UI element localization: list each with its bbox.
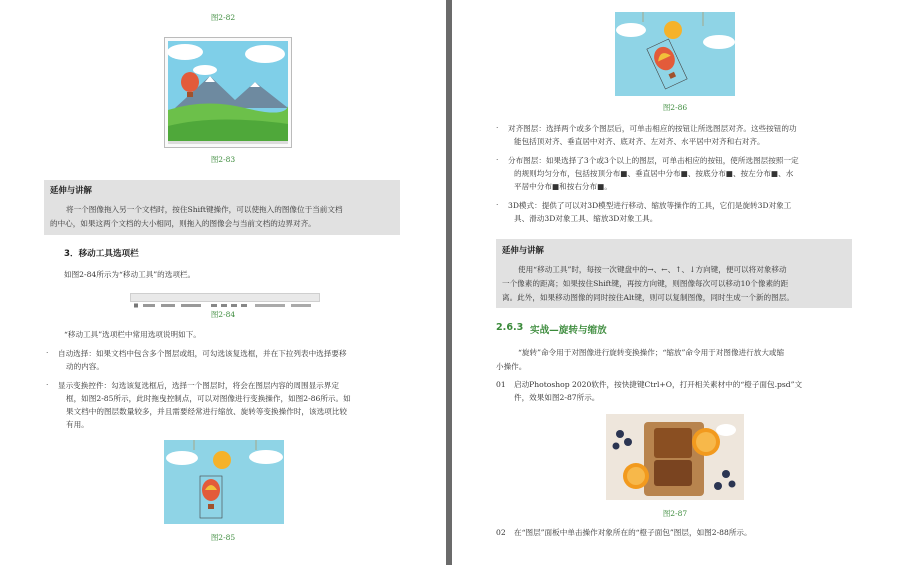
subsection-heading: 3．移动工具选项栏 [64, 249, 139, 259]
bullet-3d-line-2: 具、滑动3D对象工具、缩放3D对象工具。 [514, 214, 658, 223]
bullet-align-line-2: 能包括顶对齐、垂直居中对齐、底对齐、左对齐、水平居中对齐和右对齐。 [514, 137, 765, 146]
bullet-distribute-line-1: 分布图层：如果选择了3个或3个以上的图层，可单击相应的按钮，使所选图层按照一定 [508, 156, 799, 165]
right-page [452, 0, 898, 565]
bullet-auto-select-line-2: 动的内容。 [66, 362, 104, 371]
figure-caption-2-83: 图2-83 [210, 155, 236, 164]
left-page [0, 0, 446, 565]
tip-box-line-1: 使用“移动工具”时，每按一次键盘中的→、←、↑、↓方向键，便可以将对象移动 [518, 265, 787, 274]
figure-2-87-image [606, 414, 744, 500]
step-01-line-1: 启动Photoshop 2020软件，按快捷键Ctrl+O，打开相关素材中的“橙子面包.psd”文 [514, 380, 803, 389]
figure-caption-2-86: 图2-86 [662, 103, 688, 112]
tip-box-title: 延伸与讲解 [50, 185, 92, 195]
bullet-transform-line-1: 显示变换控件：勾选该复选框后，选择一个图层时，将会在图层内容的周围显示界定 [58, 381, 339, 390]
rotated-balloon-illustration [615, 12, 735, 96]
bullet-transform-line-2: 框，如图2-85所示，此时拖曳控制点，可以对图像进行变换操作，如图2-86所示。如 [66, 394, 351, 403]
bullet-auto-select-line-1: 自动选择：如果文档中包含多个图层或组，可勾选该复选框，并在下拉列表中选择要移 [58, 349, 347, 358]
balloon-landscape-illustration [165, 38, 291, 147]
figure-caption-2-87: 图2-87 [662, 509, 688, 518]
orange-bread-photo [606, 414, 744, 500]
bullet-transform-line-4: 有用。 [66, 420, 89, 429]
paragraph-line-2: 小操作。 [496, 362, 527, 371]
bullet-distribute-line-2: 的规则均匀分布，包括按顶分布■、垂直居中分布■、按底分布■、按左分布■、水 [514, 169, 794, 178]
section-number: 2.6.3 [496, 322, 524, 333]
bullet-3d-line-1: 3D模式：提供了可以对3D模型进行移动、缩放等操作的工具，它们是旋转3D对象工 [508, 201, 792, 210]
section-title: 实战—旋转与缩放 [530, 325, 607, 336]
tip-box-line-2: 的中心，如果这两个文档的大小相同，则拖入的图像会与当前文档的边界对齐。 [50, 219, 316, 228]
figure-2-86-image [615, 12, 735, 96]
bullet-align-line-1: 对齐图层：选择两个或多个图层后，可单击相应的按钮让所选图层对齐。这些按钮的功 [508, 124, 797, 133]
bullet-marker: · [46, 348, 49, 357]
bullet-marker: · [496, 155, 499, 164]
figure-caption-2-82: 图2-82 [210, 13, 236, 22]
step-01-line-2: 件，效果如图2-87所示。 [514, 393, 600, 402]
figure-caption-2-84: 图2-84 [210, 310, 236, 319]
figure-2-83-image [164, 37, 292, 148]
tip-box-line-1: 将一个图像拖入另一个文档时，按住Shift键操作，可以使拖入的图像位于当前文档 [66, 205, 343, 214]
step-02-number: 02 [496, 528, 506, 537]
balloon-with-bounding-box-illustration [164, 440, 284, 524]
bullet-distribute-line-3: 平居中分布■和按右分布■。 [514, 182, 612, 191]
move-tool-options-bar-image [130, 293, 320, 302]
bullet-transform-line-3: 果文档中的图层数量较多，并且需要经常进行缩放、旋转等变换操作时，该选项比较 [66, 407, 347, 416]
tip-box-line-3: 离。此外，如果移动图像的同时按住Alt键，则可以复制图像，同时生成一个新的图层。 [502, 293, 794, 302]
bullet-marker: · [496, 200, 499, 209]
step-02-text: 在“图层”面板中单击操作对象所在的“橙子面包”图层，如图2-88所示。 [514, 528, 752, 537]
paragraph-line-1: “旋转”命令用于对图像进行旋转变换操作；“缩放”命令用于对图像进行放大或缩 [518, 348, 785, 357]
figure-caption-2-85: 图2-85 [210, 533, 236, 542]
bullet-marker: · [496, 123, 499, 132]
tip-box-title: 延伸与讲解 [502, 245, 544, 255]
paragraph-intro: 如图2-84所示为“移动工具”的选项栏。 [64, 270, 196, 279]
bullet-marker: · [46, 380, 49, 389]
figure-2-85-image [164, 440, 284, 524]
step-01-number: 01 [496, 380, 506, 389]
paragraph-desc: “移动工具”选项栏中常用选项说明如下。 [64, 330, 201, 339]
tip-box-line-2: 一个像素的距离；如果按住Shift键，再按方向键，则图像每次可以移动10个像素的距 [502, 279, 789, 288]
